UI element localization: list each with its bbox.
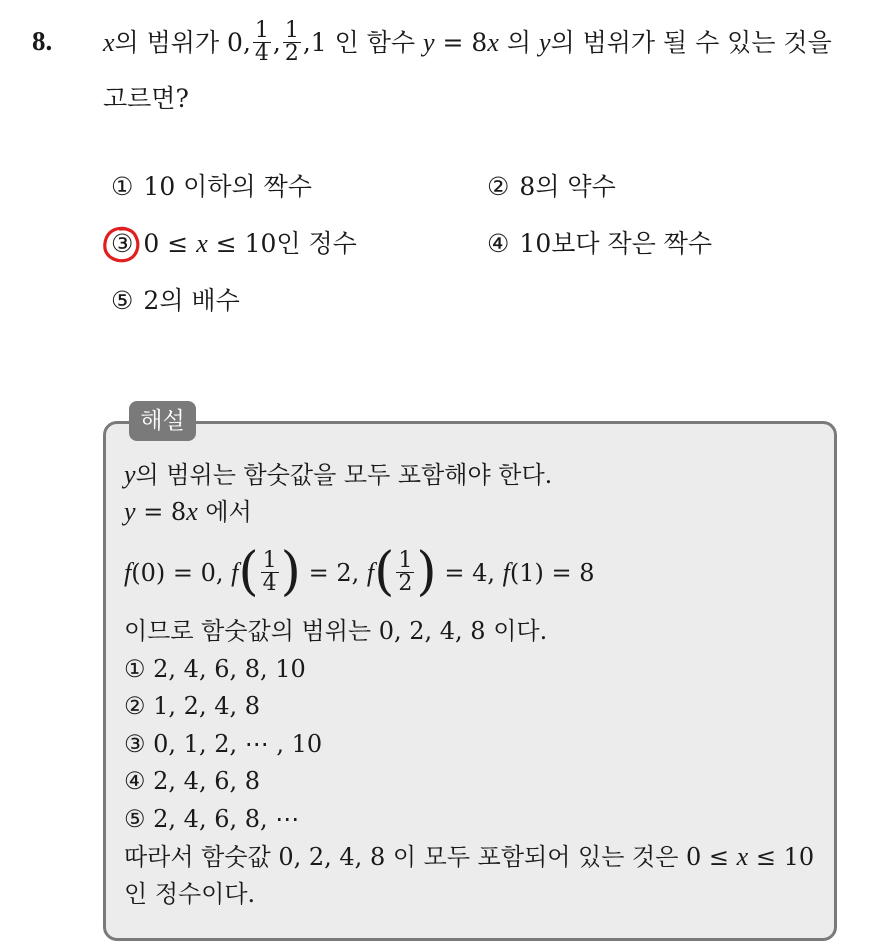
fraction-one-half: $\frac{1}{2}$ (398, 548, 413, 596)
solution-list-4: ④ 2, 4, 6, 8 (124, 767, 260, 795)
solution-line-1: y의 범위는 함숫값을 모두 포함해야 한다. (124, 460, 553, 489)
solution-list-1: ① 2, 4, 6, 8, 10 (124, 655, 306, 683)
solution-line-11: 인 정수이다. (124, 880, 256, 908)
solution-line-4: 이므로 함숫값의 범위는 0, 2, 4, 8 이다. (124, 617, 548, 645)
choice-3[interactable]: ③ 0 ≤ x ≤ 10인 정수 (111, 229, 357, 258)
solution-list-2: ② 1, 2, 4, 8 (124, 692, 260, 720)
solution-list-5: ⑤ 2, 4, 6, 8, ⋯ (124, 805, 300, 833)
stem-text-3: 의 (506, 28, 531, 57)
solution-line-3: f(0) = 0, f( $\frac{1}{4}$ ) = 2, f( $\frac{1}{2}$ ) = 4, f(1) = 8 (124, 541, 595, 602)
solution-tab: 해설 (129, 401, 196, 441)
choice-5[interactable]: ⑤ 2의 배수 (111, 286, 240, 315)
stem-text-2: ,1 인 함수 (302, 28, 416, 57)
stem-text-1: 의 범위가 0, (114, 28, 251, 57)
fraction-one-half: $\frac{1}{2}$ (284, 18, 299, 66)
question-number: 8. (32, 26, 53, 56)
choice-1[interactable]: ① 10 이하의 짝수 (111, 172, 312, 201)
answer-circle-mark (101, 223, 143, 265)
solution-list-3: ③ 0, 1, 2, ⋯ , 10 (124, 730, 323, 758)
choice-4[interactable]: ④ 10보다 작은 짝수 (487, 229, 713, 258)
fraction-one-quarter: $\frac{1}{4}$ (254, 18, 269, 66)
question-stem: x의 범위가 0, $\frac{1}{4}$ , $\frac{1}{2}$ ,1 인 함수 y = 8x 의 y의 범위가 될 수 있는 것을 (103, 18, 832, 66)
question-stem-line2: 고르면? (103, 84, 189, 113)
fraction-one-quarter: $\frac{1}{4}$ (262, 548, 277, 596)
choice-2[interactable]: ② 8의 약수 (487, 172, 616, 201)
stem-text-4: 의 범위가 될 수 있는 것을 (550, 28, 832, 57)
stem-equation: = 8 (442, 28, 488, 57)
solution-line-2: y = 8x 에서 (124, 497, 252, 526)
solution-line-10: 따라서 함숫값 0, 2, 4, 8 이 모두 포함되어 있는 것은 0 ≤ x ≤ 10 (124, 842, 815, 871)
var-x: x (103, 28, 115, 57)
